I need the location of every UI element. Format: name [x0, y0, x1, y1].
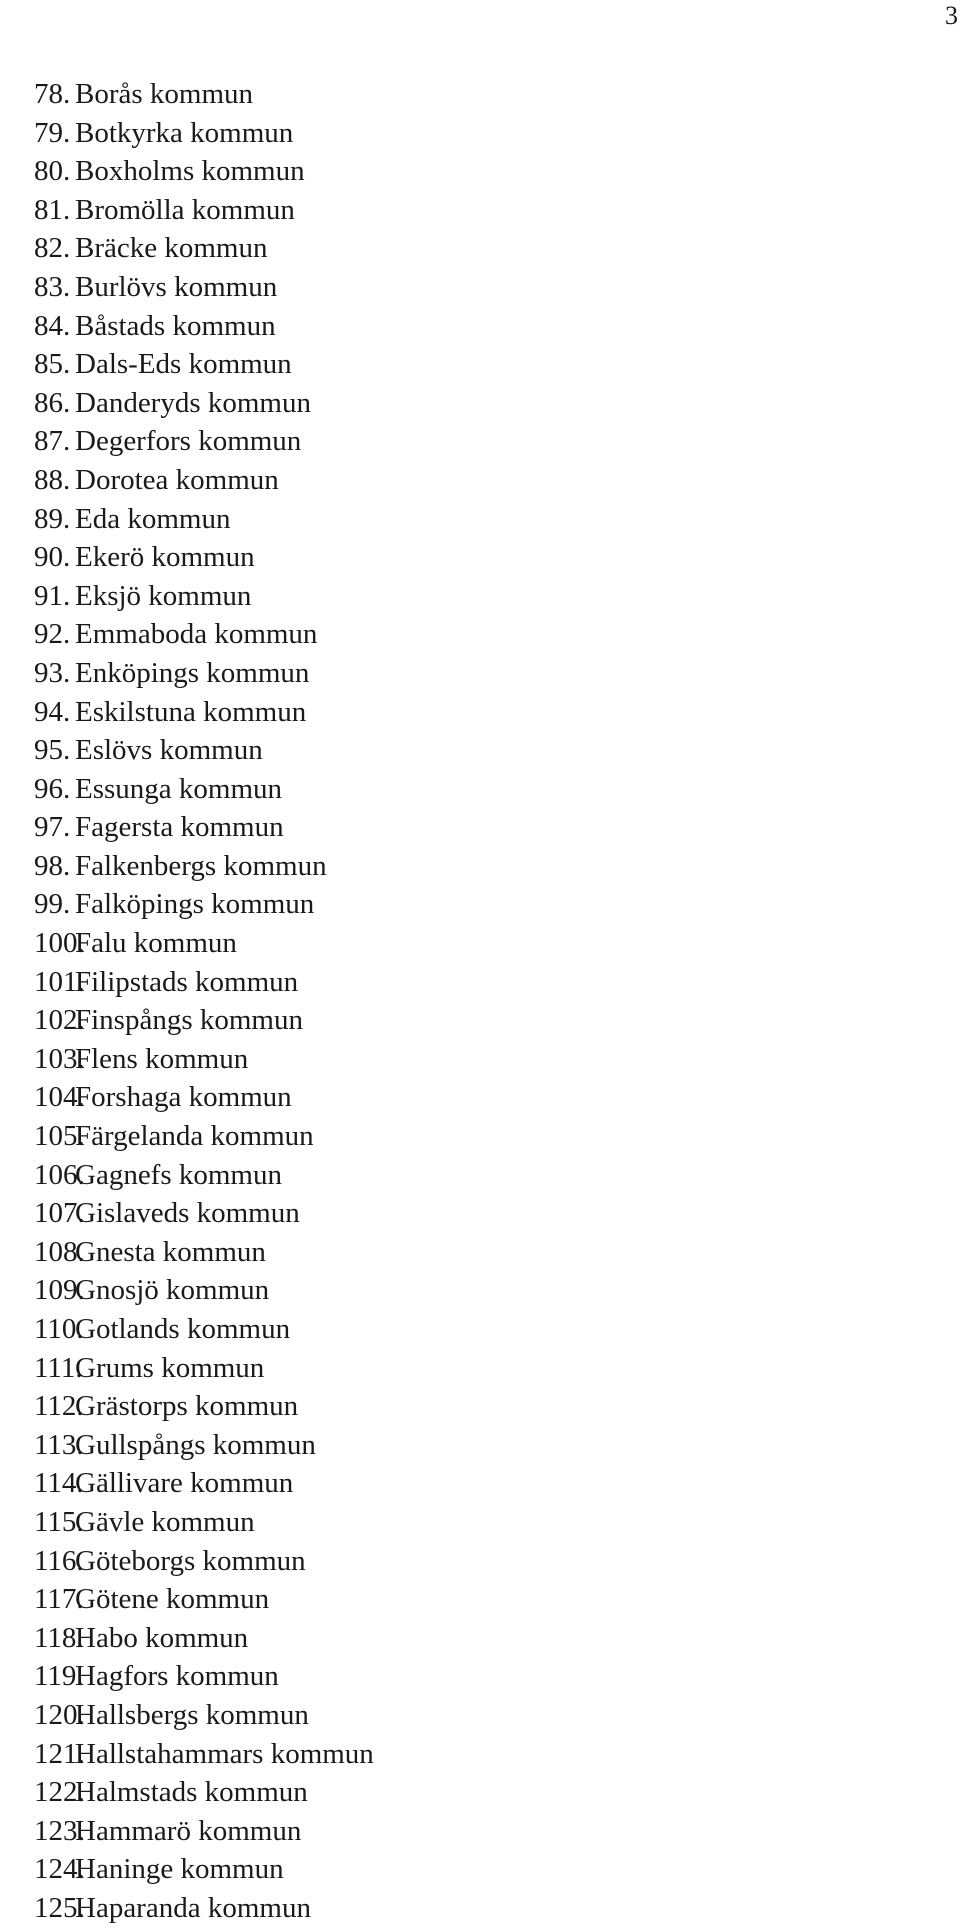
item-name: Gävle kommun: [75, 1505, 255, 1538]
item-number: 106.: [34, 1158, 85, 1191]
item-name: Gällivare kommun: [75, 1467, 294, 1500]
list-item: [34, 731, 374, 770]
item-number: 118.: [34, 1621, 84, 1654]
item-name: Gagnefs kommun: [75, 1158, 282, 1191]
item-number: 78.: [34, 78, 71, 110]
item-number: 122.: [34, 1776, 85, 1809]
item-number: 87.: [34, 425, 71, 458]
list-item: [34, 1464, 374, 1503]
item-number: 120.: [34, 1698, 85, 1731]
item-number: 82.: [34, 232, 71, 265]
list-item: [34, 1812, 374, 1851]
item-number: 86.: [34, 386, 71, 419]
item-number: 117.: [34, 1583, 84, 1616]
list-item: [34, 885, 374, 924]
item-number: 80.: [34, 155, 71, 188]
item-name: Botkyrka kommun: [75, 116, 294, 149]
list-item: [34, 307, 374, 346]
list-item: [34, 847, 374, 886]
list-item: [34, 615, 374, 654]
item-number: 112.: [34, 1390, 84, 1423]
item-name: Essunga kommun: [75, 772, 283, 805]
list-item: [34, 577, 374, 616]
item-number: 123.: [34, 1814, 85, 1847]
list-item: [34, 500, 374, 539]
municipality-list: [34, 75, 374, 1928]
list-item: [34, 1735, 374, 1774]
item-number: 81.: [34, 193, 71, 226]
list-item: [34, 1773, 374, 1812]
list-item: [34, 1657, 374, 1696]
list-item: [34, 1850, 374, 1889]
item-name: Färgelanda kommun: [75, 1120, 314, 1153]
list-item: [34, 191, 374, 230]
list-item: [34, 1078, 374, 1117]
item-name: Falkenbergs kommun: [75, 849, 327, 882]
list-item: [34, 1503, 374, 1542]
item-name: Grästorps kommun: [75, 1390, 299, 1423]
item-name: Borås kommun: [75, 78, 254, 110]
list-item: [34, 693, 374, 732]
item-name: Haparanda kommun: [75, 1891, 311, 1924]
item-name: Burlövs kommun: [75, 270, 278, 303]
item-name: Göteborgs kommun: [75, 1544, 306, 1577]
list-item: [34, 1696, 374, 1735]
item-number: 103.: [34, 1042, 85, 1075]
item-number: 92.: [34, 618, 71, 651]
list-item: [34, 1117, 374, 1156]
item-number: 97.: [34, 811, 71, 844]
item-number: 88.: [34, 463, 71, 496]
list-item: [34, 384, 374, 423]
item-name: Boxholms kommun: [75, 155, 305, 188]
item-number: 96.: [34, 772, 71, 805]
item-name: Falu kommun: [75, 927, 237, 960]
list-item: [34, 1619, 374, 1658]
item-name: Hallsbergs kommun: [75, 1698, 309, 1731]
list-item: [34, 1233, 374, 1272]
item-name: Hallstahammars kommun: [75, 1737, 374, 1770]
item-name: Hammarö kommun: [75, 1814, 302, 1847]
item-number: 109.: [34, 1274, 85, 1307]
item-number: 79.: [34, 116, 71, 149]
item-number: 125.: [34, 1891, 85, 1924]
item-name: Eksjö kommun: [75, 579, 252, 612]
item-name: Gislaveds kommun: [75, 1197, 300, 1230]
item-name: Bräcke kommun: [75, 232, 268, 265]
item-name: Eslövs kommun: [75, 734, 263, 767]
list-item: [34, 963, 374, 1002]
item-name: Bromölla kommun: [75, 193, 295, 226]
item-number: 102.: [34, 1004, 85, 1037]
item-number: 95.: [34, 734, 71, 767]
list-item: [34, 808, 374, 847]
item-number: 90.: [34, 541, 71, 574]
item-name: Flens kommun: [75, 1042, 249, 1075]
item-number: 94.: [34, 695, 71, 728]
list-item: [34, 1387, 374, 1426]
item-name: Emmaboda kommun: [75, 618, 318, 651]
list-item: [34, 1542, 374, 1581]
item-name: Götene kommun: [75, 1583, 270, 1616]
item-number: 100.: [34, 927, 85, 960]
item-number: 116.: [34, 1544, 84, 1577]
item-name: Danderyds kommun: [75, 386, 311, 419]
item-name: Habo kommun: [75, 1621, 249, 1654]
list-item: [34, 268, 374, 307]
item-number: 105.: [34, 1120, 85, 1153]
list-item: [34, 75, 374, 114]
item-number: 93.: [34, 656, 71, 689]
list-item: [34, 345, 374, 384]
item-name: Gnesta kommun: [75, 1235, 266, 1268]
item-number: 83.: [34, 270, 71, 303]
list-item: [34, 1349, 374, 1388]
item-name: Hagfors kommun: [75, 1660, 279, 1693]
item-number: 98.: [34, 849, 71, 882]
item-number: 101.: [34, 965, 85, 998]
item-number: 107.: [34, 1197, 85, 1230]
list-item: [34, 1040, 374, 1079]
item-name: Gnosjö kommun: [75, 1274, 270, 1307]
item-number: 85.: [34, 348, 71, 381]
list-item: [34, 1426, 374, 1465]
list-item: [34, 1194, 374, 1233]
list-item: [34, 114, 374, 153]
item-name: Eda kommun: [75, 502, 231, 535]
list-item: [34, 229, 374, 268]
item-number: 119.: [34, 1660, 84, 1693]
item-number: 91.: [34, 579, 71, 612]
item-name: Forshaga kommun: [75, 1081, 292, 1114]
item-name: Båstads kommun: [75, 309, 276, 342]
item-name: Gotlands kommun: [75, 1313, 291, 1345]
item-number: 115.: [34, 1505, 84, 1538]
item-number: 108.: [34, 1235, 85, 1268]
list-item: [34, 1271, 374, 1310]
list-item: [34, 422, 374, 461]
item-name: Enköpings kommun: [75, 656, 310, 689]
item-name: Finspångs kommun: [75, 1004, 303, 1037]
list-item: [34, 1580, 374, 1619]
list-item: [34, 770, 374, 809]
list-item: [34, 1001, 374, 1040]
list-item: [34, 654, 374, 693]
item-name: Halmstads kommun: [75, 1776, 308, 1809]
list-item: [34, 924, 374, 963]
item-number: 99.: [34, 888, 71, 921]
item-number: 124.: [34, 1853, 85, 1886]
list-item: [34, 1889, 374, 1928]
item-name: Ekerö kommun: [75, 541, 255, 574]
item-name: Degerfors kommun: [75, 425, 302, 458]
list-item: [34, 152, 374, 191]
item-number: 89.: [34, 502, 71, 535]
item-name: Filipstads kommun: [75, 965, 299, 998]
item-number: 84.: [34, 309, 71, 342]
list-item: [34, 1156, 374, 1195]
item-name: Dals-Eds kommun: [75, 348, 292, 381]
item-number: 121.: [34, 1737, 85, 1770]
list-item: [34, 538, 374, 577]
item-name: Eskilstuna kommun: [75, 695, 307, 728]
item-name: Haninge kommun: [75, 1853, 284, 1886]
item-number: 110.: [34, 1313, 84, 1345]
page-number: 3: [945, 1, 958, 30]
item-name: Grums kommun: [75, 1351, 265, 1384]
item-number: 113.: [34, 1428, 84, 1461]
item-number: 104.: [34, 1081, 85, 1114]
item-number: 114.: [34, 1467, 84, 1500]
list-item: [34, 1310, 374, 1349]
list-item: [34, 461, 374, 500]
item-name: Gullspångs kommun: [75, 1428, 316, 1461]
item-name: Dorotea kommun: [75, 463, 279, 496]
item-name: Falköpings kommun: [75, 888, 315, 921]
item-name: Fagersta kommun: [75, 811, 284, 844]
item-number: 111.: [34, 1351, 83, 1384]
